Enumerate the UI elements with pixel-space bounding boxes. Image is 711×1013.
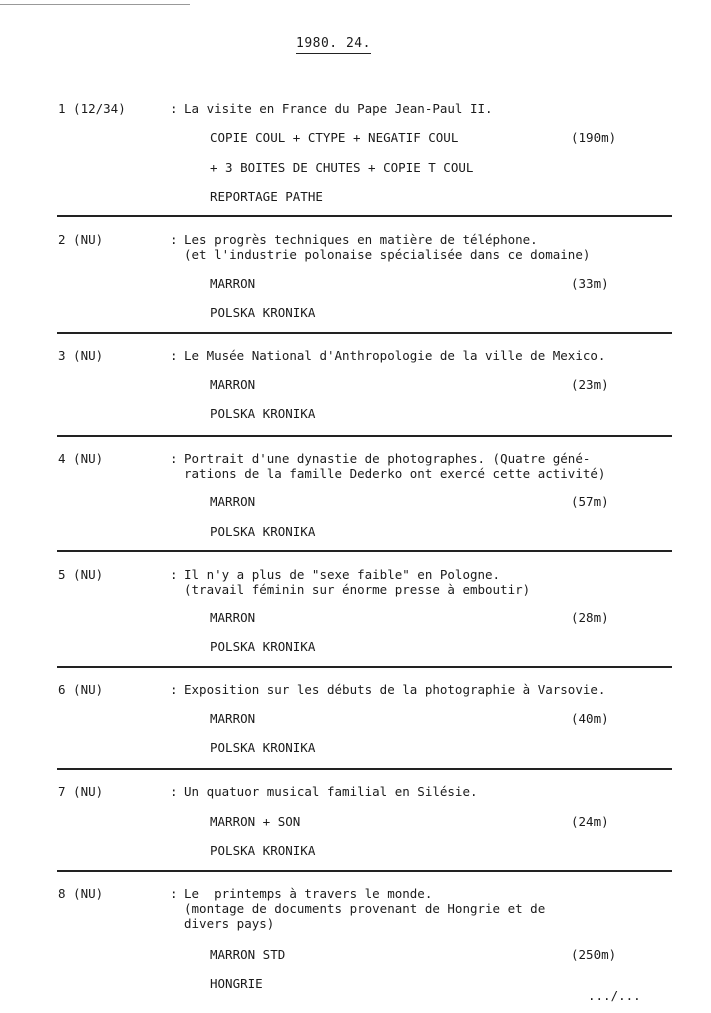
entry-divider (57, 215, 672, 217)
entry-description: Un quatuor musical familial en Silésie. (184, 784, 478, 799)
entry-format-line: MARRON (210, 377, 256, 392)
entry-divider (57, 666, 672, 668)
entry-source: REPORTAGE PATHE (210, 189, 323, 204)
colon-separator: : (170, 232, 178, 247)
entry-format-line: MARRON + SON (210, 814, 301, 829)
entry-length: (190m) (571, 130, 617, 145)
entry-length: (57m) (571, 494, 609, 509)
entry-number: 2 (NU) (58, 232, 104, 247)
entry-length: (33m) (571, 276, 609, 291)
entry-description: La visite en France du Pape Jean-Paul II. (184, 101, 493, 116)
entry-format-line: MARRON (210, 494, 256, 509)
entry-divider (57, 870, 672, 872)
entry-source: POLSKA KRONIKA (210, 524, 316, 539)
colon-separator: : (170, 567, 178, 582)
entry-number: 1 (12/34) (58, 101, 126, 116)
top-edge-rule (0, 4, 190, 5)
entry-description: Le printemps à travers le monde. (montage de documents provenant de Hongrie et de divers pays) (184, 886, 546, 931)
entry-format-line: MARRON (210, 610, 256, 625)
colon-separator: : (170, 682, 178, 697)
entry-description: Portrait d'une dynastie de photographes. (Quatre géné- rations de la famille Dederko ont exercé cette activité) (184, 451, 606, 481)
entry-number: 7 (NU) (58, 784, 104, 799)
entry-description: Le Musée National d'Anthropologie de la ville de Mexico. (184, 348, 606, 363)
entry-length: (40m) (571, 711, 609, 726)
entry-divider (57, 332, 672, 334)
entry-source: POLSKA KRONIKA (210, 740, 316, 755)
colon-separator: : (170, 784, 178, 799)
entry-description: Il n'y a plus de "sexe faible" en Pologne. (travail féminin sur énorme presse à emboutir) (184, 567, 531, 597)
colon-separator: : (170, 101, 178, 116)
entry-description: Exposition sur les débuts de la photographie à Varsovie. (184, 682, 606, 697)
entry-number: 4 (NU) (58, 451, 104, 466)
entry-format-line: MARRON (210, 711, 256, 726)
entry-length: (250m) (571, 947, 617, 962)
page-title: 1980. 24. (296, 36, 371, 54)
entry-length: (23m) (571, 377, 609, 392)
entry-description: Les progrès techniques en matière de téléphone. (et l'industrie polonaise spécialisée dans ce domaine) (184, 232, 591, 262)
colon-separator: : (170, 348, 178, 363)
entry-number: 5 (NU) (58, 567, 104, 582)
entry-number: 3 (NU) (58, 348, 104, 363)
entry-source: POLSKA KRONIKA (210, 305, 316, 320)
entry-divider (57, 550, 672, 552)
entry-divider (57, 768, 672, 770)
entry-length: (28m) (571, 610, 609, 625)
entry-divider (57, 435, 672, 437)
entry-format-line: COPIE COUL + CTYPE + NEGATIF COUL (210, 130, 459, 145)
colon-separator: : (170, 451, 178, 466)
entry-format-line: MARRON STD (210, 947, 286, 962)
entry-number: 6 (NU) (58, 682, 104, 697)
colon-separator: : (170, 886, 178, 901)
entry-source: POLSKA KRONIKA (210, 843, 316, 858)
entry-length: (24m) (571, 814, 609, 829)
continuation-marker: .../... (588, 988, 641, 1003)
entry-format-line: + 3 BOITES DE CHUTES + COPIE T COUL (210, 160, 474, 175)
entry-format-line: MARRON (210, 276, 256, 291)
entry-source: POLSKA KRONIKA (210, 639, 316, 654)
entry-number: 8 (NU) (58, 886, 104, 901)
entry-source: HONGRIE (210, 976, 263, 991)
entry-source: POLSKA KRONIKA (210, 406, 316, 421)
